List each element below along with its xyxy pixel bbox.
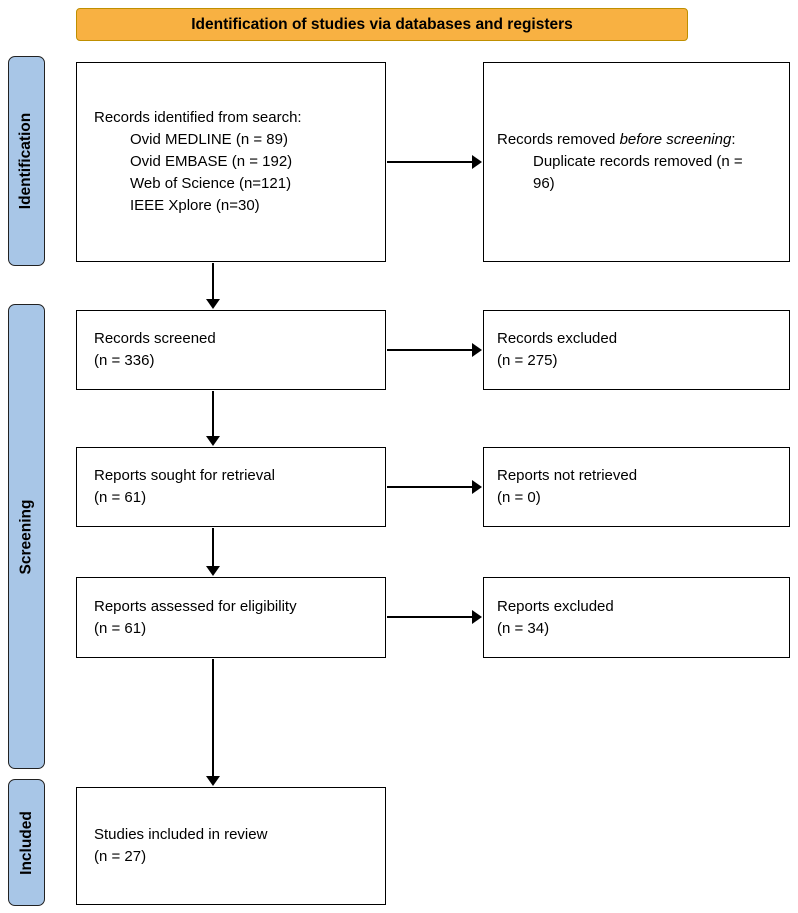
box-reports-sought [76, 447, 386, 527]
reports-excluded-count: (n = 34) [497, 619, 550, 637]
sidebar-identification-label: Identification [17, 112, 35, 210]
arrow-shaft [387, 161, 475, 163]
records-screened-count: (n = 336) [94, 352, 155, 369]
records-removed-italic: before screening [619, 131, 732, 148]
sidebar-included-label: Included [17, 810, 35, 875]
box-records-screened [76, 310, 386, 390]
box-records-identified [76, 62, 386, 262]
arrow-right-identified-to-removed [387, 155, 482, 169]
arrow-head-icon [206, 566, 220, 576]
box-studies-included [76, 787, 386, 905]
arrow-right-assessed-to-excluded [387, 610, 482, 624]
arrow-right-screened-to-excluded [387, 343, 482, 357]
records-removed-heading [497, 129, 779, 151]
studies-included-count: (n = 27) [94, 848, 147, 865]
arrow-head-icon [472, 155, 482, 169]
arrow-shaft [387, 616, 475, 618]
records-screened-line: Records screened [94, 330, 216, 347]
studies-included-line: Studies included in review [94, 826, 268, 843]
banner [76, 8, 688, 41]
records-identified-item: IEEE Xplore (n=30) [130, 197, 260, 214]
sidebar-included [8, 779, 45, 906]
sidebar-screening [8, 304, 45, 769]
sidebar-screening-label: Screening [17, 499, 35, 574]
arrow-head-icon [206, 436, 220, 446]
arrow-shaft [212, 391, 214, 439]
box-records-removed [483, 62, 790, 262]
arrow-shaft [212, 659, 214, 779]
records-identified-heading: Records identified from search: [94, 109, 302, 126]
arrow-down-sought-to-assessed [206, 528, 220, 576]
arrow-head-icon [472, 480, 482, 494]
arrow-shaft [387, 486, 475, 488]
arrow-head-icon [206, 299, 220, 309]
records-identified-item: Web of Science (n=121) [130, 175, 292, 192]
reports-sought-count: (n = 61) [94, 489, 147, 506]
arrow-head-icon [472, 610, 482, 624]
records-excluded-line: Records excluded [497, 330, 618, 347]
box-reports-not-retrieved [483, 447, 790, 527]
sidebar-identification [8, 56, 45, 266]
arrow-head-icon [206, 776, 220, 786]
arrow-down-assessed-to-included [206, 659, 220, 786]
arrow-right-sought-to-not-retrieved [387, 480, 482, 494]
arrow-down-screened-to-sought [206, 391, 220, 446]
arrow-shaft [212, 528, 214, 569]
banner-title: Identification of studies via databases and registers [191, 15, 573, 33]
records-identified-item: Ovid EMBASE (n = 192) [130, 153, 293, 170]
records-removed-detail: Duplicate records removed (n = [533, 153, 743, 170]
arrow-head-icon [472, 343, 482, 357]
reports-not-retrieved-count: (n = 0) [497, 489, 541, 506]
reports-sought-line: Reports sought for retrieval [94, 467, 275, 484]
reports-assessed-line: Reports assessed for eligibility [94, 597, 297, 615]
records-identified-item: Ovid MEDLINE (n = 89) [130, 131, 288, 148]
records-removed-prefix: Records removed [497, 131, 620, 148]
box-reports-assessed [76, 577, 386, 658]
arrow-down-identified-to-screened [206, 263, 220, 309]
reports-not-retrieved-line: Reports not retrieved [497, 467, 638, 484]
records-removed-suffix: : [731, 131, 736, 148]
arrow-shaft [212, 263, 214, 302]
reports-assessed-count: (n = 61) [94, 619, 147, 637]
records-removed-detail: 96) [533, 175, 555, 192]
records-excluded-count: (n = 275) [497, 352, 558, 369]
box-reports-excluded [483, 577, 790, 658]
arrow-shaft [387, 349, 475, 351]
box-records-excluded [483, 310, 790, 390]
reports-excluded-line: Reports excluded [497, 597, 614, 615]
